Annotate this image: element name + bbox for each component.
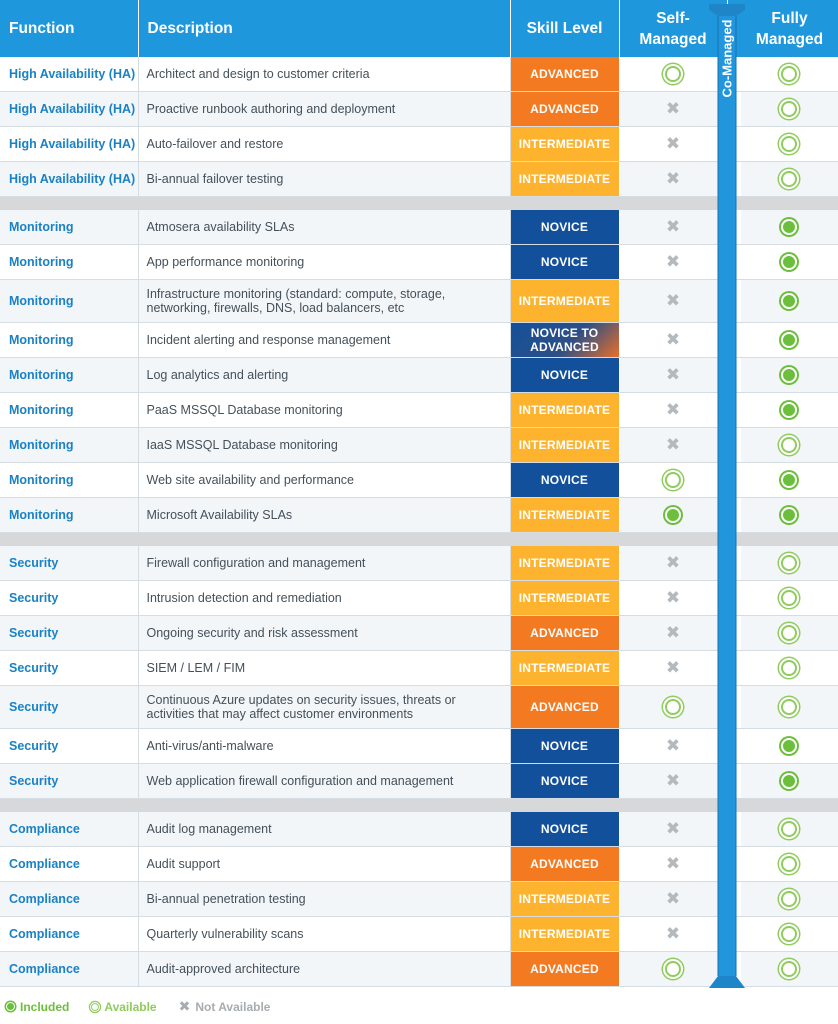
skill-level-cell — [510, 764, 619, 799]
function-cell: Monitoring — [0, 323, 138, 358]
fully-managed-cell — [741, 463, 838, 498]
function-cell: Monitoring — [0, 210, 138, 245]
description-cell: Bi-annual failover testing — [138, 162, 510, 197]
skill-level-cell — [510, 323, 619, 358]
skill-level-cell — [510, 358, 619, 393]
skill-level-badge — [511, 245, 619, 279]
fully-managed-cell — [741, 92, 838, 127]
not-available-icon: ✖ — [665, 735, 681, 755]
available-icon — [665, 472, 681, 488]
skill-level-label: INTERMEDIATE — [518, 661, 611, 675]
function-cell: Security — [0, 764, 138, 799]
description-cell: Bi-annual penetration testing — [138, 882, 510, 917]
function-cell: Compliance — [0, 952, 138, 987]
available-icon — [781, 66, 797, 82]
description-cell: IaaS MSSQL Database monitoring — [138, 428, 510, 463]
not-available-icon: ✖ — [665, 622, 681, 642]
skill-level-label: NOVICE — [540, 220, 589, 234]
skill-level-label: INTERMEDIATE — [518, 438, 611, 452]
skill-level-badge — [511, 882, 619, 916]
skill-level-badge — [511, 162, 619, 196]
skill-level-label: NOVICE — [540, 368, 589, 382]
description-cell: App performance monitoring — [138, 245, 510, 280]
available-icon — [781, 926, 797, 942]
header-skill-level: Skill Level — [510, 0, 619, 57]
skill-level-cell — [510, 952, 619, 987]
skill-level-badge — [511, 546, 619, 580]
function-cell: Compliance — [0, 847, 138, 882]
description-cell: Architect and design to customer criteria — [138, 57, 510, 92]
available-icon — [781, 891, 797, 907]
fully-managed-cell — [741, 616, 838, 651]
skill-level-cell — [510, 428, 619, 463]
available-icon — [781, 171, 797, 187]
skill-level-badge — [511, 847, 619, 881]
skill-level-badge — [511, 917, 619, 951]
legend-available — [91, 1000, 156, 1014]
included-icon — [781, 738, 797, 754]
description-cell: Atmosera availability SLAs — [138, 210, 510, 245]
fully-managed-cell — [741, 764, 838, 799]
description-cell: Continuous Azure updates on security issues, threats or activities that may affect customer environments — [138, 686, 510, 729]
fully-managed-cell — [741, 57, 838, 92]
skill-level-badge — [511, 57, 619, 91]
skill-level-badge — [511, 323, 619, 357]
skill-level-cell — [510, 686, 619, 729]
skill-level-badge — [511, 812, 619, 846]
skill-level-cell — [510, 581, 619, 616]
function-cell: Monitoring — [0, 358, 138, 393]
not-available-icon: ✖ — [665, 251, 681, 271]
fully-managed-cell — [741, 917, 838, 952]
fully-managed-cell — [741, 127, 838, 162]
skill-level-cell — [510, 729, 619, 764]
skill-level-badge — [511, 393, 619, 427]
function-cell: Monitoring — [0, 498, 138, 533]
skill-level-cell — [510, 162, 619, 197]
not-available-icon: ✖ — [665, 168, 681, 188]
fully-managed-cell — [741, 358, 838, 393]
description-cell: Audit log management — [138, 812, 510, 847]
skill-level-cell — [510, 463, 619, 498]
header-fully-managed — [741, 0, 838, 57]
skill-level-label: INTERMEDIATE — [518, 294, 611, 308]
header-fully-managed-label: Fully Managed — [755, 9, 824, 48]
function-cell: High Availability (HA) — [0, 92, 138, 127]
available-icon — [665, 66, 681, 82]
available-icon — [781, 101, 797, 117]
not-available-icon: ✖ — [665, 657, 681, 677]
fully-managed-cell — [741, 428, 838, 463]
not-available-icon: ✖ — [665, 399, 681, 419]
included-icon — [781, 507, 797, 523]
fully-managed-cell — [741, 729, 838, 764]
skill-level-label: ADVANCED — [530, 626, 599, 640]
skill-level-badge — [511, 498, 619, 532]
function-cell: Security — [0, 651, 138, 686]
available-icon — [781, 856, 797, 872]
skill-level-cell — [510, 498, 619, 533]
not-available-icon: ✖ — [665, 853, 681, 873]
skill-level-label: ADVANCED — [530, 962, 599, 976]
available-icon — [781, 660, 797, 676]
legend — [6, 998, 270, 1015]
skill-level-label: NOVICE TO ADVANCED — [530, 326, 599, 354]
description-cell: Audit-approved architecture — [138, 952, 510, 987]
description-cell: Firewall configuration and management — [138, 546, 510, 581]
skill-level-cell — [510, 812, 619, 847]
description-cell: PaaS MSSQL Database monitoring — [138, 393, 510, 428]
included-icon — [781, 219, 797, 235]
skill-level-cell — [510, 210, 619, 245]
function-cell: High Availability (HA) — [0, 162, 138, 197]
function-cell: Monitoring — [0, 463, 138, 498]
function-cell: High Availability (HA) — [0, 57, 138, 92]
fully-managed-cell — [741, 812, 838, 847]
skill-level-cell — [510, 847, 619, 882]
skill-level-label: NOVICE — [540, 739, 589, 753]
function-cell: Compliance — [0, 882, 138, 917]
skill-level-cell — [510, 393, 619, 428]
skill-level-label: NOVICE — [540, 473, 589, 487]
not-available-icon: ✖ — [665, 216, 681, 236]
available-icon — [91, 1003, 99, 1011]
function-cell: Monitoring — [0, 245, 138, 280]
skill-level-label: NOVICE — [540, 822, 589, 836]
included-icon — [781, 332, 797, 348]
available-icon — [781, 699, 797, 715]
fully-managed-cell — [741, 651, 838, 686]
skill-level-label: INTERMEDIATE — [518, 927, 611, 941]
included-icon — [781, 254, 797, 270]
not-available-icon: ✖ — [665, 923, 681, 943]
skill-level-badge — [511, 92, 619, 126]
fully-managed-cell — [741, 847, 838, 882]
skill-level-cell — [510, 917, 619, 952]
skill-level-label: INTERMEDIATE — [518, 172, 611, 186]
fully-managed-cell — [741, 581, 838, 616]
skill-level-badge — [511, 280, 619, 322]
function-cell: Security — [0, 729, 138, 764]
skill-level-cell — [510, 616, 619, 651]
skill-level-cell — [510, 546, 619, 581]
skill-level-badge — [511, 127, 619, 161]
function-cell: Compliance — [0, 812, 138, 847]
skill-level-label: INTERMEDIATE — [518, 591, 611, 605]
included-icon — [6, 1002, 15, 1011]
not-available-icon: ✖ — [665, 98, 681, 118]
fully-managed-cell — [741, 393, 838, 428]
skill-level-label: ADVANCED — [530, 857, 599, 871]
available-icon — [781, 555, 797, 571]
skill-level-cell — [510, 92, 619, 127]
header-function: Function — [0, 0, 138, 57]
included-icon — [781, 367, 797, 383]
fully-managed-cell — [741, 882, 838, 917]
skill-level-badge — [511, 952, 619, 986]
legend-available-label: Available — [104, 999, 157, 1014]
fully-managed-cell — [741, 162, 838, 197]
not-available-icon: ✖ — [665, 552, 681, 572]
fully-managed-cell — [741, 280, 838, 323]
description-cell: Quarterly vulnerability scans — [138, 917, 510, 952]
skill-level-label: INTERMEDIATE — [518, 892, 611, 906]
description-cell: Web site availability and performance — [138, 463, 510, 498]
skill-level-badge — [511, 686, 619, 728]
co-managed-bar — [709, 4, 745, 988]
not-available-icon: ✖ — [665, 587, 681, 607]
available-icon — [781, 136, 797, 152]
skill-level-label: ADVANCED — [530, 67, 599, 81]
fully-managed-cell — [741, 952, 838, 987]
skill-level-cell — [510, 882, 619, 917]
description-cell: Intrusion detection and remediation — [138, 581, 510, 616]
skill-level-label: INTERMEDIATE — [518, 556, 611, 570]
description-cell: Audit support — [138, 847, 510, 882]
co-managed-label: Co-Managed — [719, 19, 735, 97]
not-available-icon: ✖ — [665, 290, 681, 310]
description-cell: SIEM / LEM / FIM — [138, 651, 510, 686]
skill-level-label: INTERMEDIATE — [518, 403, 611, 417]
description-cell: Ongoing security and risk assessment — [138, 616, 510, 651]
included-icon — [665, 507, 681, 523]
function-cell: Security — [0, 616, 138, 651]
fully-managed-cell — [741, 210, 838, 245]
skill-level-cell — [510, 245, 619, 280]
header-description: Description — [138, 0, 510, 57]
included-icon — [781, 293, 797, 309]
skill-level-label: NOVICE — [540, 774, 589, 788]
available-icon — [665, 961, 681, 977]
skill-level-badge — [511, 463, 619, 497]
not-available-icon: ✖ — [665, 818, 681, 838]
not-available-icon: ✖ — [665, 364, 681, 384]
available-icon — [781, 625, 797, 641]
skill-level-badge — [511, 581, 619, 615]
function-cell: Compliance — [0, 917, 138, 952]
legend-not-available-label: Not Available — [195, 999, 271, 1014]
fully-managed-cell — [741, 245, 838, 280]
description-cell: Log analytics and alerting — [138, 358, 510, 393]
legend-included-label: Included — [20, 999, 70, 1014]
available-icon — [781, 821, 797, 837]
skill-level-badge — [511, 651, 619, 685]
header-self-managed-label: Self- Managed — [639, 9, 707, 48]
included-icon — [781, 773, 797, 789]
not-available-icon: ✖ — [665, 434, 681, 454]
co-managed-label-wrap — [709, 6, 745, 110]
available-icon — [781, 961, 797, 977]
skill-level-label: NOVICE — [540, 255, 589, 269]
function-cell: Security — [0, 581, 138, 616]
skill-level-label: INTERMEDIATE — [518, 508, 611, 522]
included-icon — [781, 402, 797, 418]
available-icon — [665, 699, 681, 715]
skill-level-cell — [510, 280, 619, 323]
skill-level-badge — [511, 764, 619, 798]
description-cell: Infrastructure monitoring (standard: compute, storage, networking, firewalls, DNS, load balancers, etc — [138, 280, 510, 323]
skill-level-cell — [510, 57, 619, 92]
skill-level-badge — [511, 358, 619, 392]
skill-level-label: ADVANCED — [530, 102, 599, 116]
not-available-icon: ✖ — [178, 998, 191, 1014]
description-cell: Incident alerting and response management — [138, 323, 510, 358]
fully-managed-cell — [741, 323, 838, 358]
legend-included — [6, 1000, 69, 1014]
available-icon — [781, 437, 797, 453]
skill-level-label: ADVANCED — [530, 700, 599, 714]
skill-level-badge — [511, 210, 619, 244]
description-cell: Web application firewall configuration and management — [138, 764, 510, 799]
function-cell: Monitoring — [0, 393, 138, 428]
fully-managed-cell — [741, 546, 838, 581]
skill-level-cell — [510, 127, 619, 162]
not-available-icon: ✖ — [665, 133, 681, 153]
function-cell: High Availability (HA) — [0, 127, 138, 162]
fully-managed-cell — [741, 498, 838, 533]
available-icon — [781, 590, 797, 606]
legend-not-available — [179, 998, 271, 1015]
included-icon — [781, 472, 797, 488]
function-cell: Monitoring — [0, 280, 138, 323]
skill-level-label: INTERMEDIATE — [518, 137, 611, 151]
function-cell: Security — [0, 546, 138, 581]
not-available-icon: ✖ — [665, 770, 681, 790]
function-cell: Monitoring — [0, 428, 138, 463]
not-available-icon: ✖ — [665, 888, 681, 908]
skill-level-badge — [511, 616, 619, 650]
description-cell: Microsoft Availability SLAs — [138, 498, 510, 533]
skill-level-badge — [511, 729, 619, 763]
skill-level-cell — [510, 651, 619, 686]
skill-level-badge — [511, 428, 619, 462]
description-cell: Anti-virus/anti-malware — [138, 729, 510, 764]
description-cell: Proactive runbook authoring and deployment — [138, 92, 510, 127]
not-available-icon: ✖ — [665, 329, 681, 349]
description-cell: Auto-failover and restore — [138, 127, 510, 162]
fully-managed-cell — [741, 686, 838, 729]
function-cell: Security — [0, 686, 138, 729]
